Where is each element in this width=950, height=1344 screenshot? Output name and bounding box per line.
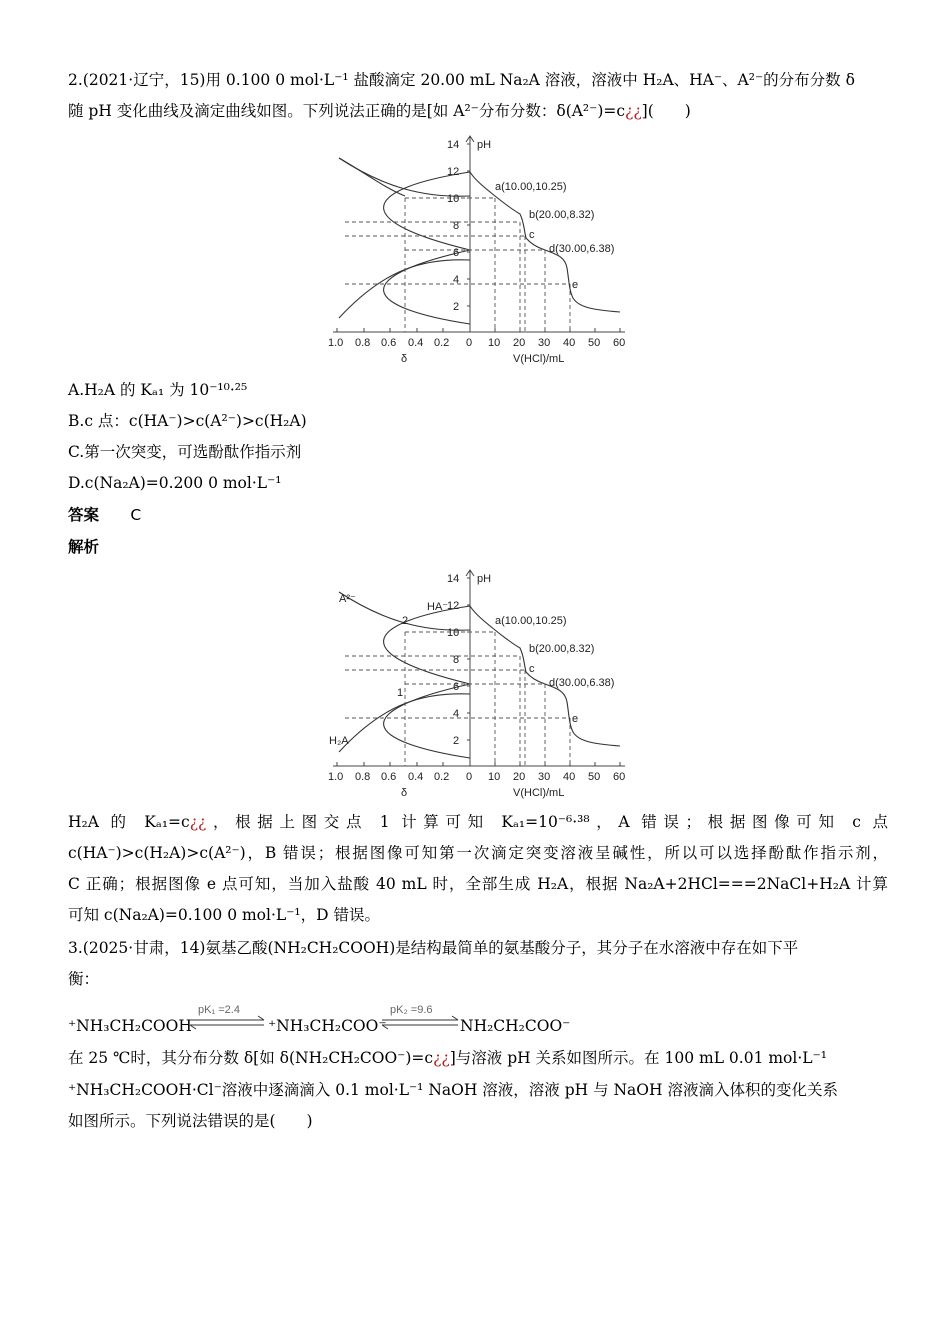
fig1-curve-ha-upper bbox=[384, 172, 470, 250]
eq-species-1: ⁺NH₃CH₂COOH bbox=[68, 1017, 192, 1035]
svg-text:0.4: 0.4 bbox=[408, 337, 424, 349]
fig1-point-c: c bbox=[529, 229, 535, 241]
svg-text:pK₂ =9.6: pK₂ =9.6 bbox=[390, 1004, 433, 1016]
fig1-point-e: e bbox=[572, 279, 579, 291]
svg-text:2: 2 bbox=[453, 735, 460, 747]
svg-text:4: 4 bbox=[453, 274, 460, 286]
q3-body-line1: 在 25 ℃时，其分布分数 δ[如 δ(NH₂CH₂COO⁻)=c¿¿]与溶液 pH 关系如图所示。在 100 mL 0.01 mol·L⁻¹ bbox=[68, 1049, 827, 1067]
fig1-point-b: b(20.00,8.32) bbox=[529, 209, 595, 221]
svg-text:30: 30 bbox=[538, 771, 551, 783]
q2-answer-row bbox=[68, 505, 888, 525]
q3-stem-line1: 3.(2025·甘肃，14)氨基乙酸(NH₂CH₂COOH)是结构最简单的氨基酸分子，其分子在水溶液中存在如下平 bbox=[68, 939, 799, 957]
fig1-delta-label: δ bbox=[401, 353, 408, 365]
svg-text:10: 10 bbox=[447, 627, 460, 639]
answer-value: C bbox=[130, 506, 142, 524]
eq-species-3: NH₂CH₂COO⁻ bbox=[460, 1017, 571, 1035]
q2-stem-line2 bbox=[68, 101, 888, 121]
svg-text:8: 8 bbox=[453, 654, 460, 666]
svg-text:b(20.00,8.32): b(20.00,8.32) bbox=[529, 643, 595, 655]
eq-arrow-1 bbox=[188, 1000, 266, 1040]
q2-stem-line1: 2.(2021·辽宁，15)用 0.100 0 mol·L⁻¹ 盐酸滴定 20.00 mL Na₂A 溶液，溶液中 H₂A、HA⁻、A²⁻的分布分数 δ bbox=[68, 71, 855, 89]
fig1-titration-curve bbox=[470, 172, 620, 312]
svg-text:60: 60 bbox=[613, 771, 626, 783]
svg-text:0.6: 0.6 bbox=[381, 337, 397, 349]
svg-text:60: 60 bbox=[613, 337, 626, 349]
svg-text:30: 30 bbox=[538, 337, 551, 349]
svg-text:40: 40 bbox=[563, 337, 576, 349]
fig1-curve-h2a bbox=[339, 260, 470, 318]
svg-text:0.4: 0.4 bbox=[408, 771, 424, 783]
svg-text:14: 14 bbox=[447, 573, 460, 585]
fig2-label-a2: A²⁻ bbox=[339, 593, 356, 605]
analysis-label: 解析 bbox=[68, 538, 100, 556]
svg-text:1.0: 1.0 bbox=[328, 337, 344, 349]
svg-text:20: 20 bbox=[513, 771, 526, 783]
answer-label: 答案 bbox=[68, 506, 100, 524]
q2-option-b: B.c 点：c(HA⁻)>c(A²⁻)>c(H₂A) bbox=[68, 412, 307, 430]
svg-text:12: 12 bbox=[447, 600, 460, 612]
svg-text:0.8: 0.8 bbox=[355, 771, 371, 783]
svg-text:0.8: 0.8 bbox=[355, 337, 371, 349]
svg-text:0.6: 0.6 bbox=[381, 771, 397, 783]
svg-text:8: 8 bbox=[453, 220, 460, 232]
svg-text:pH: pH bbox=[477, 573, 492, 585]
svg-text:0: 0 bbox=[466, 771, 473, 783]
svg-text:10: 10 bbox=[488, 771, 501, 783]
analysis-line2: c(HA⁻)>c(H₂A)>c(A²⁻)，B 错误；根据图像可知第一次滴定突变溶液呈碱性，所以可以选择酚酞作指示剂， bbox=[68, 844, 888, 862]
analysis-line1: H₂A 的 Kₐ₁=c¿¿，根据上图交点 1 计算可知 Kₐ₁=10⁻⁶·³⁸，A 错误；根据图像可知 c 点 bbox=[68, 813, 888, 831]
svg-text:2: 2 bbox=[453, 301, 460, 313]
svg-text:50: 50 bbox=[588, 337, 601, 349]
svg-text:4: 4 bbox=[453, 708, 460, 720]
fig2-label-h2a: H₂A bbox=[329, 735, 349, 747]
q2-option-c: C.第一次突变，可选酚酞作指示剂 bbox=[68, 443, 302, 461]
svg-text:1.0: 1.0 bbox=[328, 771, 344, 783]
fig1-point-d: d(30.00,6.38) bbox=[549, 243, 615, 255]
q2-stem-end: ]( ) bbox=[641, 102, 691, 120]
svg-text:14: 14 bbox=[447, 139, 460, 151]
q2-stem-garble: ¿¿ bbox=[625, 102, 642, 120]
eq-arrow-2 bbox=[380, 1000, 460, 1040]
analysis-line4: 可知 c(Na₂A)=0.100 0 mol·L⁻¹，D 错误。 bbox=[68, 906, 380, 924]
eq-species-2: ⁺NH₃CH₂COO⁻ bbox=[268, 1017, 387, 1035]
svg-text:0.2: 0.2 bbox=[434, 771, 450, 783]
svg-text:d(30.00,6.38): d(30.00,6.38) bbox=[549, 677, 615, 689]
svg-text:10: 10 bbox=[447, 193, 460, 205]
q3-body-line3: 如图所示。下列说法错误的是( ) bbox=[68, 1112, 313, 1130]
fig2-label-2: 2 bbox=[402, 615, 409, 627]
svg-text:pK₁ =2.4: pK₁ =2.4 bbox=[198, 1004, 240, 1016]
svg-text:12: 12 bbox=[447, 166, 460, 178]
analysis-line3: C 正确；根据图像 e 点可知，当加入盐酸 40 mL 时，全部生成 H₂A，根据 Na₂A+2HCl===2NaCl+H₂A 计算 bbox=[68, 875, 888, 893]
svg-text:20: 20 bbox=[513, 337, 526, 349]
figure-1 bbox=[325, 128, 635, 372]
svg-text:e: e bbox=[572, 713, 579, 725]
q3-body-line2: ⁺NH₃CH₂COOH·Cl⁻溶液中逐滴滴入 0.1 mol·L⁻¹ NaOH 溶液，溶液 pH 与 NaOH 溶液滴入体积的变化关系 bbox=[68, 1081, 838, 1099]
svg-text:c: c bbox=[529, 663, 535, 675]
svg-text:0: 0 bbox=[466, 337, 473, 349]
svg-text:10: 10 bbox=[488, 337, 501, 349]
q2-stem-text: 随 pH 变化曲线及滴定曲线如图。下列说法正确的是[如 A²⁻分布分数：δ(A²⁻)=c bbox=[68, 102, 626, 120]
fig1-y-axis-label: pH bbox=[477, 139, 492, 151]
svg-text:δ: δ bbox=[401, 787, 408, 799]
svg-text:6: 6 bbox=[453, 247, 460, 259]
q2-option-a: A.H₂A 的 Kₐ₁ 为 10⁻¹⁰·²⁵ bbox=[68, 381, 248, 399]
figure-2 bbox=[325, 562, 635, 806]
fig1-v-label: V(HCl)/mL bbox=[513, 353, 565, 365]
svg-text:a(10.00,10.25): a(10.00,10.25) bbox=[495, 615, 567, 627]
svg-text:0.2: 0.2 bbox=[434, 337, 450, 349]
svg-text:50: 50 bbox=[588, 771, 601, 783]
svg-text:6: 6 bbox=[453, 681, 460, 693]
svg-text:40: 40 bbox=[563, 771, 576, 783]
svg-text:V(HCl)/mL: V(HCl)/mL bbox=[513, 787, 565, 799]
fig2-label-1: 1 bbox=[397, 687, 404, 699]
fig1-point-a: a(10.00,10.25) bbox=[495, 181, 567, 193]
fig2-label-ha: HA⁻ bbox=[427, 601, 449, 613]
q2-option-d: D.c(Na₂A)=0.200 0 mol·L⁻¹ bbox=[68, 474, 282, 492]
q3-stem-line2: 衡： bbox=[68, 970, 100, 988]
